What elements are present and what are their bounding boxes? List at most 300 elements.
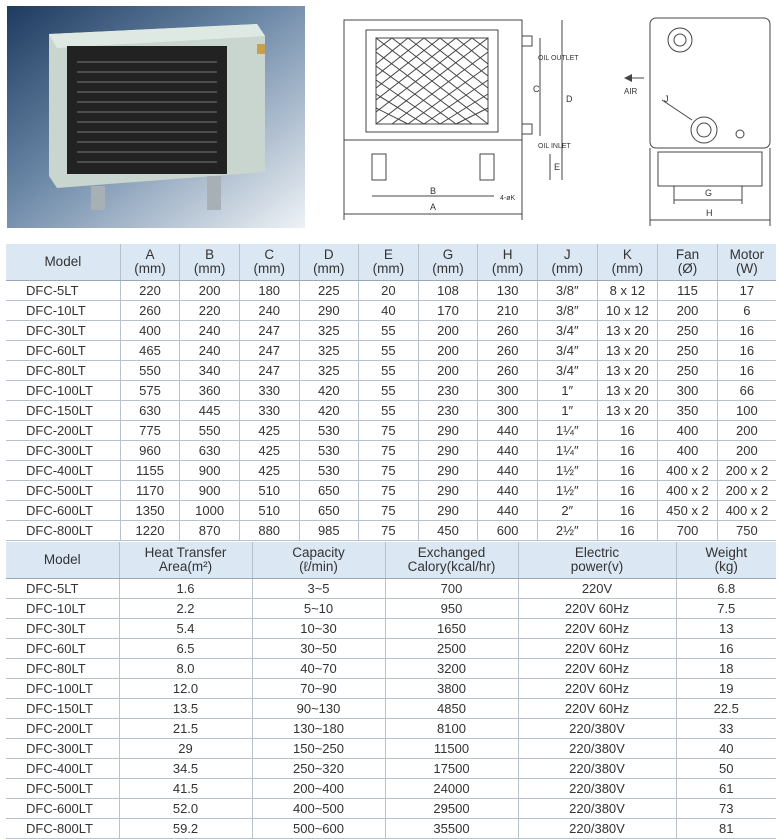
column-header — [537, 244, 597, 281]
model-cell: DFC-300LT — [6, 441, 120, 461]
column-header — [478, 244, 538, 281]
product-photo — [7, 6, 305, 228]
value-cell: 21.5 — [119, 719, 252, 739]
value-cell: 400 x 2 — [658, 461, 718, 481]
column-header — [239, 244, 299, 281]
value-cell: 260 — [478, 361, 538, 381]
dim-c-label: C — [533, 84, 540, 94]
value-cell: 900 — [180, 481, 240, 501]
value-cell: 630 — [180, 441, 240, 461]
value-cell: 180 — [239, 281, 299, 301]
value-cell: 52.0 — [119, 799, 252, 819]
value-cell: 530 — [299, 421, 359, 441]
table-row — [6, 719, 776, 739]
value-cell: 290 — [418, 421, 478, 441]
header-unit: Calory(kcal/hr) — [407, 559, 496, 574]
value-cell: 2″ — [537, 501, 597, 521]
value-cell: 400 — [658, 421, 718, 441]
header-unit: (mm) — [134, 261, 166, 276]
header-label: Fan — [675, 247, 700, 262]
column-header — [6, 244, 120, 281]
value-cell: 16 — [597, 421, 658, 441]
table-row — [6, 579, 776, 599]
value-cell: 985 — [299, 521, 359, 541]
value-cell: 220/380V — [518, 739, 676, 759]
value-cell: 12.0 — [119, 679, 252, 699]
dim-b-label: B — [430, 186, 437, 196]
value-cell: 230 — [418, 381, 478, 401]
table-row — [6, 501, 776, 521]
table-row — [6, 521, 776, 541]
value-cell: 1000 — [180, 501, 240, 521]
value-cell: 440 — [478, 501, 538, 521]
value-cell: 650 — [299, 501, 359, 521]
table-row — [6, 301, 776, 321]
value-cell: 420 — [299, 381, 359, 401]
value-cell: 350 — [658, 401, 718, 421]
value-cell: 600 — [478, 521, 538, 541]
header-unit: (ℓ/min) — [299, 559, 338, 574]
value-cell: 300 — [658, 381, 718, 401]
header-label: Motor — [729, 247, 765, 262]
value-cell: 340 — [180, 361, 240, 381]
header-label: Electric — [574, 545, 620, 560]
value-cell: 35500 — [385, 819, 518, 839]
column-header — [385, 542, 518, 579]
column-header — [252, 542, 385, 579]
value-cell: 13 x 20 — [597, 401, 658, 421]
value-cell: 1½″ — [537, 481, 597, 501]
value-cell: 2500 — [385, 639, 518, 659]
model-cell: DFC-5LT — [6, 579, 119, 599]
value-cell: 440 — [478, 441, 538, 461]
column-header — [597, 244, 658, 281]
header-unit: (mm) — [491, 261, 524, 276]
value-cell: 3/4″ — [537, 361, 597, 381]
value-cell: 19 — [676, 679, 776, 699]
column-header — [120, 244, 180, 281]
column-header — [518, 542, 676, 579]
table-row — [6, 401, 776, 421]
model-cell: DFC-800LT — [6, 819, 119, 839]
value-cell: 16 — [597, 501, 658, 521]
value-cell: 550 — [120, 361, 180, 381]
header-label: H — [502, 247, 513, 262]
value-cell: 29500 — [385, 799, 518, 819]
value-cell: 6.5 — [119, 639, 252, 659]
model-cell: DFC-80LT — [6, 659, 119, 679]
value-cell: 75 — [359, 501, 419, 521]
value-cell: 400 x 2 — [717, 501, 776, 521]
header-unit: (mm) — [372, 261, 405, 276]
value-cell: 8100 — [385, 719, 518, 739]
model-cell: DFC-150LT — [6, 401, 120, 421]
value-cell: 260 — [120, 301, 180, 321]
value-cell: 6.8 — [676, 579, 776, 599]
value-cell: 90~130 — [252, 699, 385, 719]
value-cell: 22.5 — [676, 699, 776, 719]
value-cell: 445 — [180, 401, 240, 421]
value-cell: 200 — [418, 321, 478, 341]
header-label: K — [622, 247, 632, 262]
value-cell: 420 — [299, 401, 359, 421]
value-cell: 510 — [239, 481, 299, 501]
value-cell: 210 — [478, 301, 538, 321]
value-cell: 220V 60Hz — [518, 679, 676, 699]
header-unit: (mm) — [432, 261, 464, 276]
value-cell: 6 — [717, 301, 776, 321]
side-view-drawing — [610, 8, 775, 230]
table-row — [6, 321, 776, 341]
model-cell: DFC-5LT — [6, 281, 120, 301]
model-cell: DFC-800LT — [6, 521, 120, 541]
dim-a-label: A — [430, 202, 437, 212]
value-cell: 150~250 — [252, 739, 385, 759]
value-cell: 250~320 — [252, 759, 385, 779]
dimensions-table — [6, 244, 776, 541]
value-cell: 247 — [239, 321, 299, 341]
value-cell: 13 x 20 — [597, 361, 658, 381]
value-cell: 1¼″ — [537, 441, 597, 461]
value-cell: 200 x 2 — [717, 481, 776, 501]
value-cell: 75 — [359, 521, 419, 541]
column-header — [658, 244, 718, 281]
value-cell: 700 — [658, 521, 718, 541]
column-header — [6, 542, 119, 579]
value-cell: 16 — [597, 461, 658, 481]
model-cell: DFC-600LT — [6, 799, 119, 819]
header-label: B — [205, 247, 215, 262]
value-cell: 440 — [478, 421, 538, 441]
model-cell: DFC-60LT — [6, 639, 119, 659]
value-cell: 61 — [676, 779, 776, 799]
model-cell: DFC-80LT — [6, 361, 120, 381]
value-cell: 11500 — [385, 739, 518, 759]
value-cell: 17 — [717, 281, 776, 301]
value-cell: 1155 — [120, 461, 180, 481]
dim-h-label: H — [706, 208, 713, 218]
value-cell: 10~30 — [252, 619, 385, 639]
value-cell: 300 — [478, 401, 538, 421]
table-row — [6, 819, 776, 839]
table-row — [6, 481, 776, 501]
value-cell: 250 — [658, 321, 718, 341]
column-header — [359, 244, 419, 281]
table-row — [6, 799, 776, 819]
value-cell: 13 x 20 — [597, 381, 658, 401]
value-cell: 200 — [418, 361, 478, 381]
value-cell: 200~400 — [252, 779, 385, 799]
value-cell: 55 — [359, 321, 419, 341]
value-cell: 950 — [385, 599, 518, 619]
value-cell: 73 — [676, 799, 776, 819]
performance-table — [6, 542, 776, 839]
dimensions-table-header — [6, 244, 776, 281]
header-label: E — [383, 247, 393, 262]
table-row — [6, 461, 776, 481]
header-unit: (mm) — [253, 261, 285, 276]
value-cell: 870 — [180, 521, 240, 541]
table-row — [6, 441, 776, 461]
value-cell: 290 — [418, 501, 478, 521]
value-cell: 450 — [418, 521, 478, 541]
value-cell: 240 — [239, 301, 299, 321]
value-cell: 3800 — [385, 679, 518, 699]
value-cell: 13 — [676, 619, 776, 639]
value-cell: 29 — [119, 739, 252, 759]
value-cell: 290 — [418, 461, 478, 481]
value-cell: 230 — [418, 401, 478, 421]
table-row — [6, 599, 776, 619]
header-label: G — [442, 247, 454, 262]
value-cell: 130~180 — [252, 719, 385, 739]
value-cell: 1″ — [537, 381, 597, 401]
value-cell: 440 — [478, 481, 538, 501]
value-cell: 220V 60Hz — [518, 699, 676, 719]
value-cell: 425 — [239, 421, 299, 441]
column-header — [717, 244, 776, 281]
column-header — [180, 244, 240, 281]
value-cell: 40 — [676, 739, 776, 759]
value-cell: 75 — [359, 421, 419, 441]
model-cell: DFC-30LT — [6, 619, 119, 639]
value-cell: 440 — [478, 461, 538, 481]
value-cell: 960 — [120, 441, 180, 461]
value-cell: 3~5 — [252, 579, 385, 599]
value-cell: 75 — [359, 481, 419, 501]
header-unit: (mm) — [193, 261, 226, 276]
value-cell: 400~500 — [252, 799, 385, 819]
table-row — [6, 759, 776, 779]
table-row — [6, 639, 776, 659]
model-cell: DFC-100LT — [6, 679, 119, 699]
column-header — [676, 542, 776, 579]
value-cell: 330 — [239, 401, 299, 421]
model-cell: DFC-400LT — [6, 759, 119, 779]
table-row — [6, 619, 776, 639]
value-cell: 55 — [359, 381, 419, 401]
dim-k-label: 4-øK — [500, 195, 516, 202]
value-cell: 290 — [299, 301, 359, 321]
header-label: Model — [44, 254, 82, 269]
value-cell: 1350 — [120, 501, 180, 521]
value-cell: 55 — [359, 401, 419, 421]
value-cell: 260 — [478, 321, 538, 341]
value-cell: 59.2 — [119, 819, 252, 839]
value-cell: 16 — [717, 361, 776, 381]
value-cell: 66 — [717, 381, 776, 401]
value-cell: 220V 60Hz — [518, 659, 676, 679]
header-label: A — [145, 247, 155, 262]
value-cell: 41.5 — [119, 779, 252, 799]
table-row — [6, 281, 776, 301]
value-cell: 290 — [418, 441, 478, 461]
table-row — [6, 381, 776, 401]
value-cell: 200 — [180, 281, 240, 301]
model-cell: DFC-100LT — [6, 381, 120, 401]
value-cell: 8 x 12 — [597, 281, 658, 301]
value-cell: 1½″ — [537, 461, 597, 481]
value-cell: 24000 — [385, 779, 518, 799]
value-cell: 1¼″ — [537, 421, 597, 441]
value-cell: 300 — [478, 381, 538, 401]
table-row — [6, 341, 776, 361]
table-row — [6, 421, 776, 441]
value-cell: 3/8″ — [537, 281, 597, 301]
value-cell: 200 — [717, 441, 776, 461]
header-label: Heat Transfer — [144, 545, 227, 560]
column-header — [119, 542, 252, 579]
model-cell: DFC-300LT — [6, 739, 119, 759]
header-unit: Area(m²) — [158, 559, 213, 574]
value-cell: 750 — [717, 521, 776, 541]
header-label: J — [563, 247, 571, 262]
value-cell: 1220 — [120, 521, 180, 541]
value-cell: 200 — [717, 421, 776, 441]
value-cell: 240 — [180, 321, 240, 341]
value-cell: 330 — [239, 381, 299, 401]
value-cell: 18 — [676, 659, 776, 679]
value-cell: 630 — [120, 401, 180, 421]
value-cell: 13.5 — [119, 699, 252, 719]
header-label: D — [323, 247, 334, 262]
value-cell: 250 — [658, 361, 718, 381]
value-cell: 450 x 2 — [658, 501, 718, 521]
value-cell: 247 — [239, 361, 299, 381]
value-cell: 8.0 — [119, 659, 252, 679]
value-cell: 220 — [180, 301, 240, 321]
value-cell: 3/4″ — [537, 341, 597, 361]
header-unit: (W) — [736, 261, 758, 276]
value-cell: 220V 60Hz — [518, 599, 676, 619]
dim-e-label: E — [554, 162, 561, 172]
value-cell: 575 — [120, 381, 180, 401]
value-cell: 5.4 — [119, 619, 252, 639]
product-header-area — [0, 0, 780, 240]
header-unit: (mm) — [551, 261, 583, 276]
value-cell: 220/380V — [518, 759, 676, 779]
model-cell: DFC-200LT — [6, 719, 119, 739]
table-row — [6, 361, 776, 381]
header-unit: (mm) — [313, 261, 345, 276]
performance-table-body — [6, 579, 776, 839]
value-cell: 7.5 — [676, 599, 776, 619]
header-label: Model — [43, 552, 81, 567]
value-cell: 247 — [239, 341, 299, 361]
table-row — [6, 679, 776, 699]
value-cell: 1″ — [537, 401, 597, 421]
value-cell: 200 — [418, 341, 478, 361]
value-cell: 1650 — [385, 619, 518, 639]
model-cell: DFC-500LT — [6, 779, 119, 799]
value-cell: 16 — [676, 639, 776, 659]
value-cell: 325 — [299, 341, 359, 361]
value-cell: 16 — [717, 341, 776, 361]
table-row — [6, 699, 776, 719]
model-cell: DFC-30LT — [6, 321, 120, 341]
value-cell: 115 — [658, 281, 718, 301]
value-cell: 17500 — [385, 759, 518, 779]
header-label: Weight — [705, 545, 748, 560]
value-cell: 530 — [299, 461, 359, 481]
value-cell: 325 — [299, 361, 359, 381]
air-label: AIR — [624, 87, 638, 96]
value-cell: 220/380V — [518, 819, 676, 839]
value-cell: 5~10 — [252, 599, 385, 619]
value-cell: 3200 — [385, 659, 518, 679]
value-cell: 220V 60Hz — [518, 639, 676, 659]
table-row — [6, 659, 776, 679]
header-label: Capacity — [292, 545, 345, 560]
value-cell: 4850 — [385, 699, 518, 719]
value-cell: 360 — [180, 381, 240, 401]
value-cell: 2½″ — [537, 521, 597, 541]
value-cell: 290 — [418, 481, 478, 501]
value-cell: 108 — [418, 281, 478, 301]
value-cell: 40 — [359, 301, 419, 321]
value-cell: 100 — [717, 401, 776, 421]
value-cell: 220 — [120, 281, 180, 301]
value-cell: 500~600 — [252, 819, 385, 839]
value-cell: 700 — [385, 579, 518, 599]
table-row — [6, 739, 776, 759]
table-row — [6, 779, 776, 799]
value-cell: 400 — [120, 321, 180, 341]
value-cell: 775 — [120, 421, 180, 441]
dim-j-label: J — [664, 94, 669, 104]
value-cell: 34.5 — [119, 759, 252, 779]
value-cell: 200 x 2 — [717, 461, 776, 481]
value-cell: 170 — [418, 301, 478, 321]
model-cell: DFC-150LT — [6, 699, 119, 719]
value-cell: 16 — [597, 481, 658, 501]
value-cell: 3/8″ — [537, 301, 597, 321]
header-unit: (kg) — [714, 559, 738, 574]
value-cell: 250 — [658, 341, 718, 361]
column-header — [418, 244, 478, 281]
value-cell: 220/380V — [518, 799, 676, 819]
value-cell: 650 — [299, 481, 359, 501]
value-cell: 75 — [359, 461, 419, 481]
model-cell: DFC-400LT — [6, 461, 120, 481]
value-cell: 550 — [180, 421, 240, 441]
value-cell: 13 x 20 — [597, 341, 658, 361]
value-cell: 16 — [597, 521, 658, 541]
value-cell: 2.2 — [119, 599, 252, 619]
header-label: Exchanged — [417, 545, 486, 560]
oil-outlet-label: OIL OUTLET — [538, 55, 579, 62]
header-label: C — [264, 247, 275, 262]
header-unit: power(v) — [570, 559, 624, 574]
dim-g-label: G — [705, 188, 713, 198]
value-cell: 3/4″ — [537, 321, 597, 341]
value-cell: 425 — [239, 461, 299, 481]
value-cell: 20 — [359, 281, 419, 301]
value-cell: 900 — [180, 461, 240, 481]
value-cell: 81 — [676, 819, 776, 839]
value-cell: 510 — [239, 501, 299, 521]
model-cell: DFC-600LT — [6, 501, 120, 521]
value-cell: 200 — [658, 301, 718, 321]
value-cell: 75 — [359, 441, 419, 461]
value-cell: 70~90 — [252, 679, 385, 699]
value-cell: 55 — [359, 341, 419, 361]
front-view-drawing — [330, 8, 590, 230]
dim-d-label: D — [566, 94, 573, 104]
value-cell: 220/380V — [518, 779, 676, 799]
value-cell: 225 — [299, 281, 359, 301]
model-cell: DFC-500LT — [6, 481, 120, 501]
